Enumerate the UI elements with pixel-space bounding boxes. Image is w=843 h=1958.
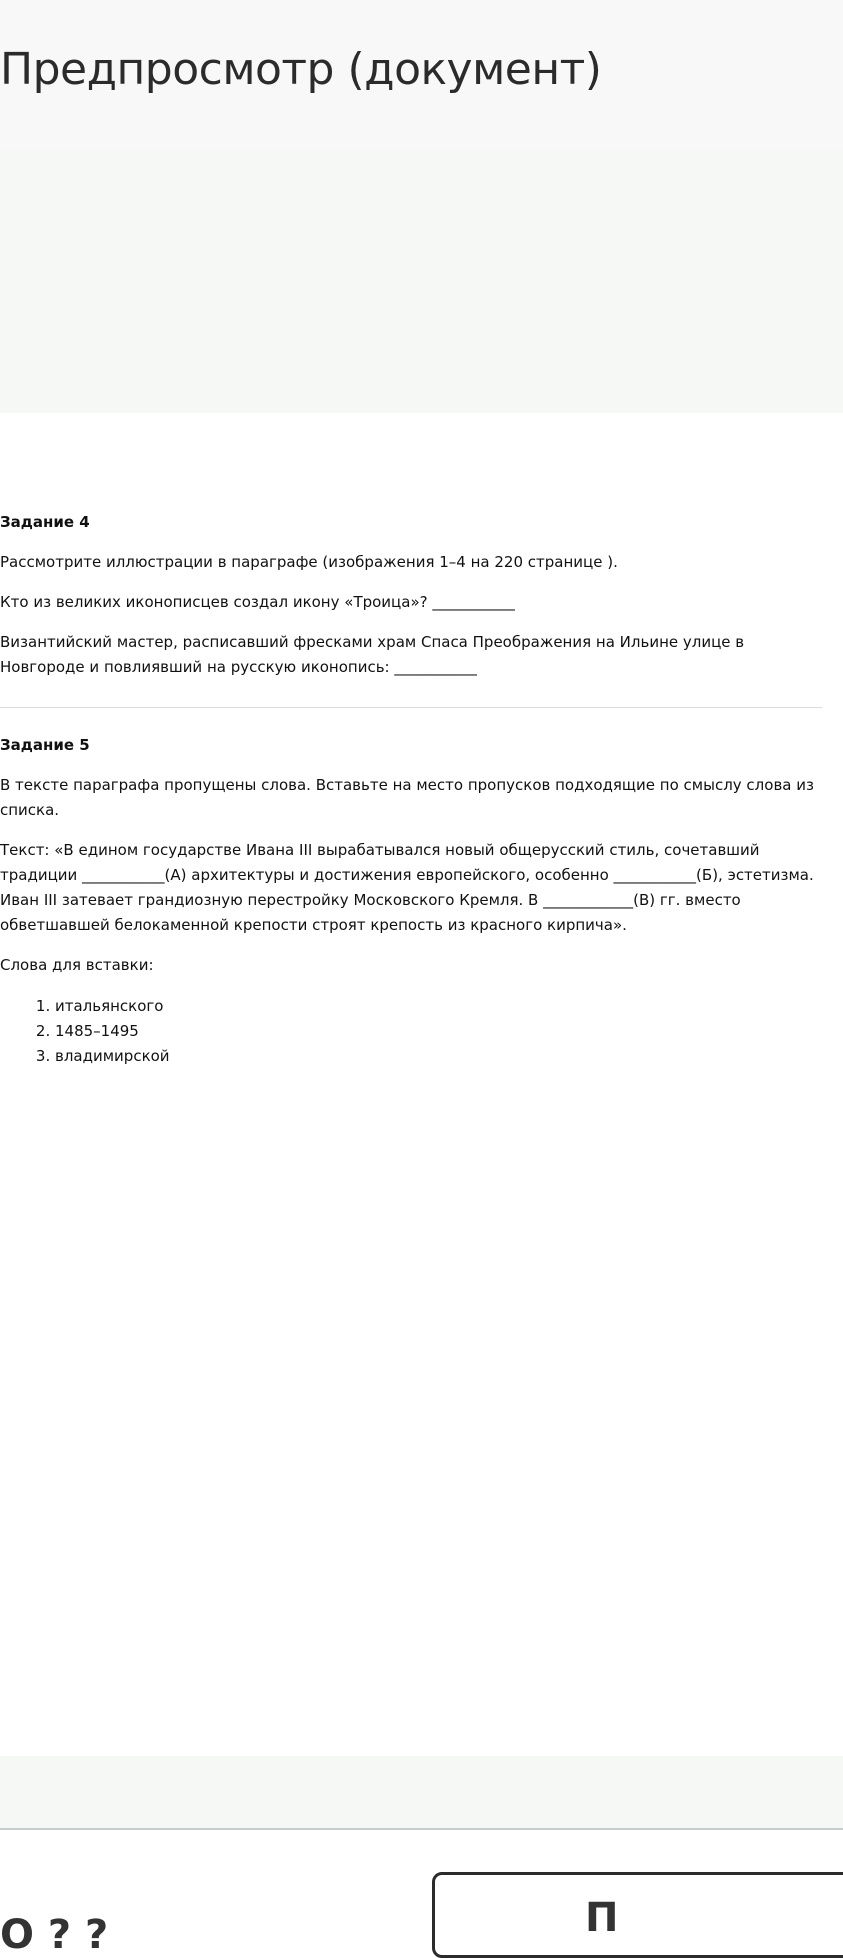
footer-left-text[interactable]: О ? ?: [0, 1912, 109, 1958]
task-4-paragraph-1: Рассмотрите иллюстрации в параграфе (изображения 1–4 на 220 странице ).: [0, 553, 618, 571]
bottom-band: [0, 1756, 843, 1828]
task-4-paragraph-2: Кто из великих иконописцев создал икону «Троица»? ___________: [0, 593, 515, 611]
list-item: 3. владимирской: [55, 1044, 822, 1069]
document-preview: [0, 510, 822, 1069]
task-4-title: Задание 4: [0, 513, 90, 531]
primary-action-button[interactable]: [432, 1872, 843, 1958]
words-label: Слова для вставки:: [0, 956, 154, 974]
task-4-paragraph-3: Византийский мастер, расписавший фресками храм Спаса Преображения на Ильине улице в Новгороде и повлиявший на русскую иконопись: ___________: [0, 633, 745, 676]
primary-action-label: П: [585, 1895, 619, 1941]
footer: [0, 1830, 843, 1958]
page-title: Предпросмотр (документ): [0, 44, 602, 95]
list-item: 2. 1485–1495: [55, 1019, 822, 1044]
header: [0, 0, 843, 150]
section-divider: [0, 707, 822, 708]
words-list: [0, 994, 822, 1069]
task-5-paragraph-1: В тексте параграфа пропущены слова. Вставьте на место пропусков подходящие по смыслу слова из списка.: [0, 776, 814, 819]
list-item: 1. итальянского: [55, 994, 822, 1019]
empty-banner-area: [0, 150, 843, 413]
task-5-title: Задание 5: [0, 736, 90, 754]
task-5-paragraph-2: Текст: «В едином государстве Ивана III вырабатывался новый общерусский стиль, сочетавший традиции ___________(А) архитектуры и достижения европейского, особенно ___________(Б), эстетизма. Иван III затевает грандиозную перестройку Московского Кремля. В ____________(В) гг. вместо обветшавшей белокаменной крепости строят крепость из красного кирпича».: [0, 841, 814, 934]
